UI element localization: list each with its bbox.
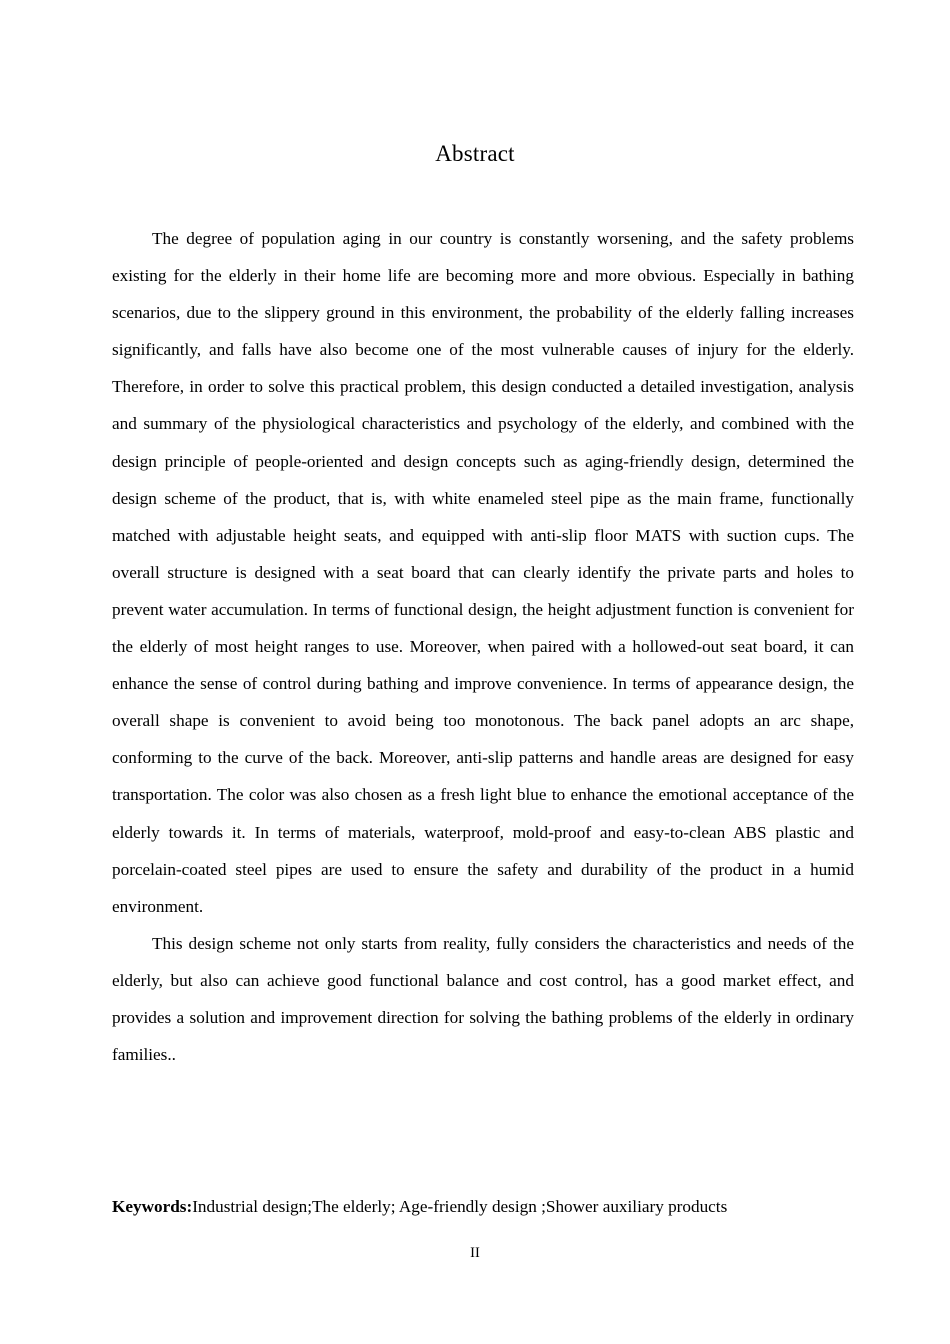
page-number: II (470, 1245, 480, 1261)
keywords-label: Keywords: (112, 1197, 193, 1216)
abstract-paragraph-2: This design scheme not only starts from reality, fully considers the characteristics and needs of the elderly, but also can achieve good functional balance and cost control, has a good market effect, and provides a solution and improvement direction for solving the bathing problems of the elderly in ordinary families.. (112, 933, 854, 1065)
abstract-body (112, 220, 854, 1073)
abstract-paragraph-1: The degree of population aging in our country is constantly worsening, and the safety problems existing for the elderly in their home life are becoming more and more obvious. Especially in bathing scenarios, due to the slippery ground in this environment, the probability of the elderly falling increases significantly, and falls have also become one of the most vulnerable causes of injury for the elderly. Therefore, in order to solve this practical problem, this design conducted a detailed investigation, analysis and summary of the physiological characteristics and psychology of the elderly, and combined with the design principle of people-oriented and design concepts such as aging-friendly design, determined the design scheme of the product, that is, with white enameled steel pipe as the main frame, functionally matched with adjustable height seats, and equipped with anti-slip floor MATS with suction cups. The overall structure is designed with a seat board that can clearly identify the private parts and holes to prevent water accumulation. In terms of functional design, the height adjustment function is convenient for the elderly of most height ranges to use. Moreover, when paired with a hollowed-out seat board, it can enhance the sense of control during bathing and improve convenience. In terms of appearance design, the overall shape is convenient to avoid being too monotonous. The back panel adopts an arc shape, conforming to the curve of the back. Moreover, anti-slip patterns and handle areas are designed for easy transportation. The color was also chosen as a fresh light blue to enhance the emotional acceptance of the elderly towards it. In terms of materials, waterproof, mold-proof and easy-to-clean ABS plastic and porcelain-coated steel pipes are used to ensure the safety and durability of the product in a humid environment. (112, 229, 854, 916)
keywords-line (112, 1192, 854, 1222)
keywords-value: Industrial design;The elderly; Age-friendly design ;Shower auxiliary products (192, 1197, 728, 1216)
page-title: Abstract (435, 141, 515, 167)
